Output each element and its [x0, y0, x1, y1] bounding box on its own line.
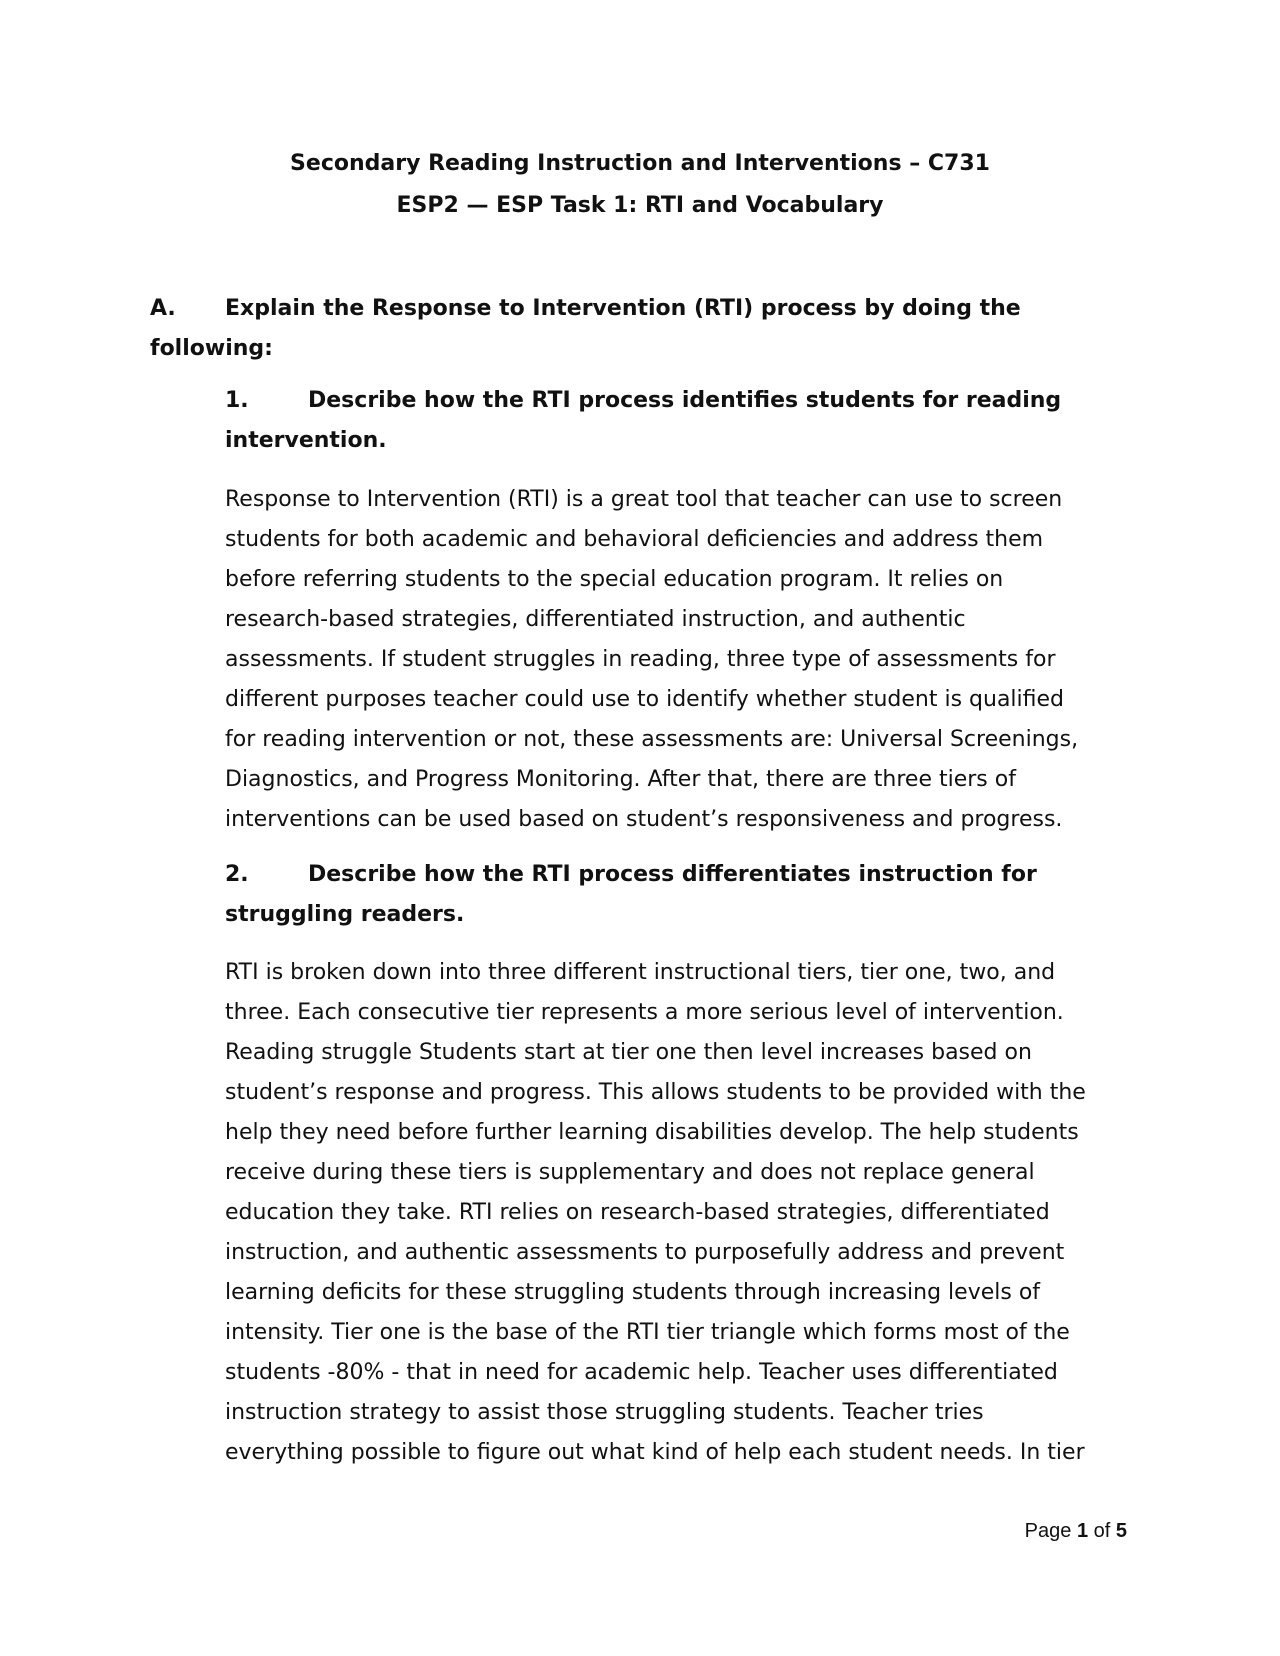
answer-line: Diagnostics, and Progress Monitoring. After that, there are three tiers of	[225, 767, 1016, 792]
answer-line: research-based strategies, differentiated instruction, and authentic	[225, 607, 966, 632]
answer-line: students -80% - that in need for academic help. Teacher uses differentiated	[225, 1360, 1058, 1385]
section-a-heading	[150, 289, 1130, 369]
total-pages: 5	[1115, 1520, 1127, 1542]
question-1-number: 1.	[225, 388, 249, 413]
page-number	[1025, 1518, 1127, 1544]
question-2-heading-line2: struggling readers.	[225, 902, 465, 927]
question-2-heading	[225, 855, 1125, 935]
answer-line: three. Each consecutive tier represents a more serious level of intervention.	[225, 1000, 1064, 1025]
answer-line: students for both academic and behavioral deficiencies and address them	[225, 527, 1044, 552]
question-1-heading-line2: intervention.	[225, 428, 387, 453]
answer-line: for reading intervention or not, these assessments are: Universal Screenings,	[225, 727, 1079, 752]
answer-line: Reading struggle Students start at tier one then level increases based on	[225, 1040, 1032, 1065]
document-title: Secondary Reading Instruction and Interventions – C731	[290, 151, 990, 176]
page-word: Page	[1024, 1520, 1072, 1542]
answer-line: different purposes teacher could use to identify whether student is qualified	[225, 687, 1065, 712]
current-page: 1	[1076, 1520, 1089, 1542]
answer-line: assessments. If student struggles in reading, three type of assessments for	[225, 647, 1056, 672]
answer-line: Response to Intervention (RTI) is a great tool that teacher can use to screen	[225, 487, 1063, 512]
answer-line: education they take. RTI relies on research-based strategies, differentiated	[225, 1200, 1050, 1225]
answer-line: everything possible to figure out what kind of help each student needs. In tier	[225, 1440, 1085, 1465]
answer-line: interventions can be used based on student’s responsiveness and progress.	[225, 807, 1063, 832]
question-1-heading-line1: Describe how the RTI process identifies students for reading	[308, 388, 1062, 413]
question-1-answer	[225, 480, 1135, 840]
question-2-number: 2.	[225, 862, 249, 887]
answer-line: learning deficits for these struggling students through increasing levels of	[225, 1280, 1041, 1305]
document-subtitle: ESP2 — ESP Task 1: RTI and Vocabulary	[396, 193, 884, 218]
section-a-heading-line2: following:	[150, 336, 273, 361]
section-a-label: A.	[150, 296, 176, 321]
answer-line: RTI is broken down into three different instructional tiers, tier one, two, and	[225, 960, 1056, 985]
answer-line: instruction, and authentic assessments to purposefully address and prevent	[225, 1240, 1065, 1265]
answer-line: before referring students to the special education program. It relies on	[225, 567, 1004, 592]
answer-line: receive during these tiers is supplementary and does not replace general	[225, 1160, 1035, 1185]
answer-line: intensity. Tier one is the base of the RTI tier triangle which forms most of the	[225, 1320, 1070, 1345]
question-1-heading	[225, 381, 1125, 461]
question-2-heading-line1: Describe how the RTI process differentiates instruction for	[308, 862, 1037, 887]
question-2-answer	[225, 953, 1135, 1473]
section-a-heading-line1: Explain the Response to Intervention (RTI) process by doing the	[225, 296, 1021, 321]
of-word: of	[1093, 1520, 1111, 1542]
answer-line: instruction strategy to assist those struggling students. Teacher tries	[225, 1400, 984, 1425]
answer-line: student’s response and progress. This allows students to be provided with the	[225, 1080, 1086, 1105]
answer-line: help they need before further learning disabilities develop. The help students	[225, 1120, 1079, 1145]
